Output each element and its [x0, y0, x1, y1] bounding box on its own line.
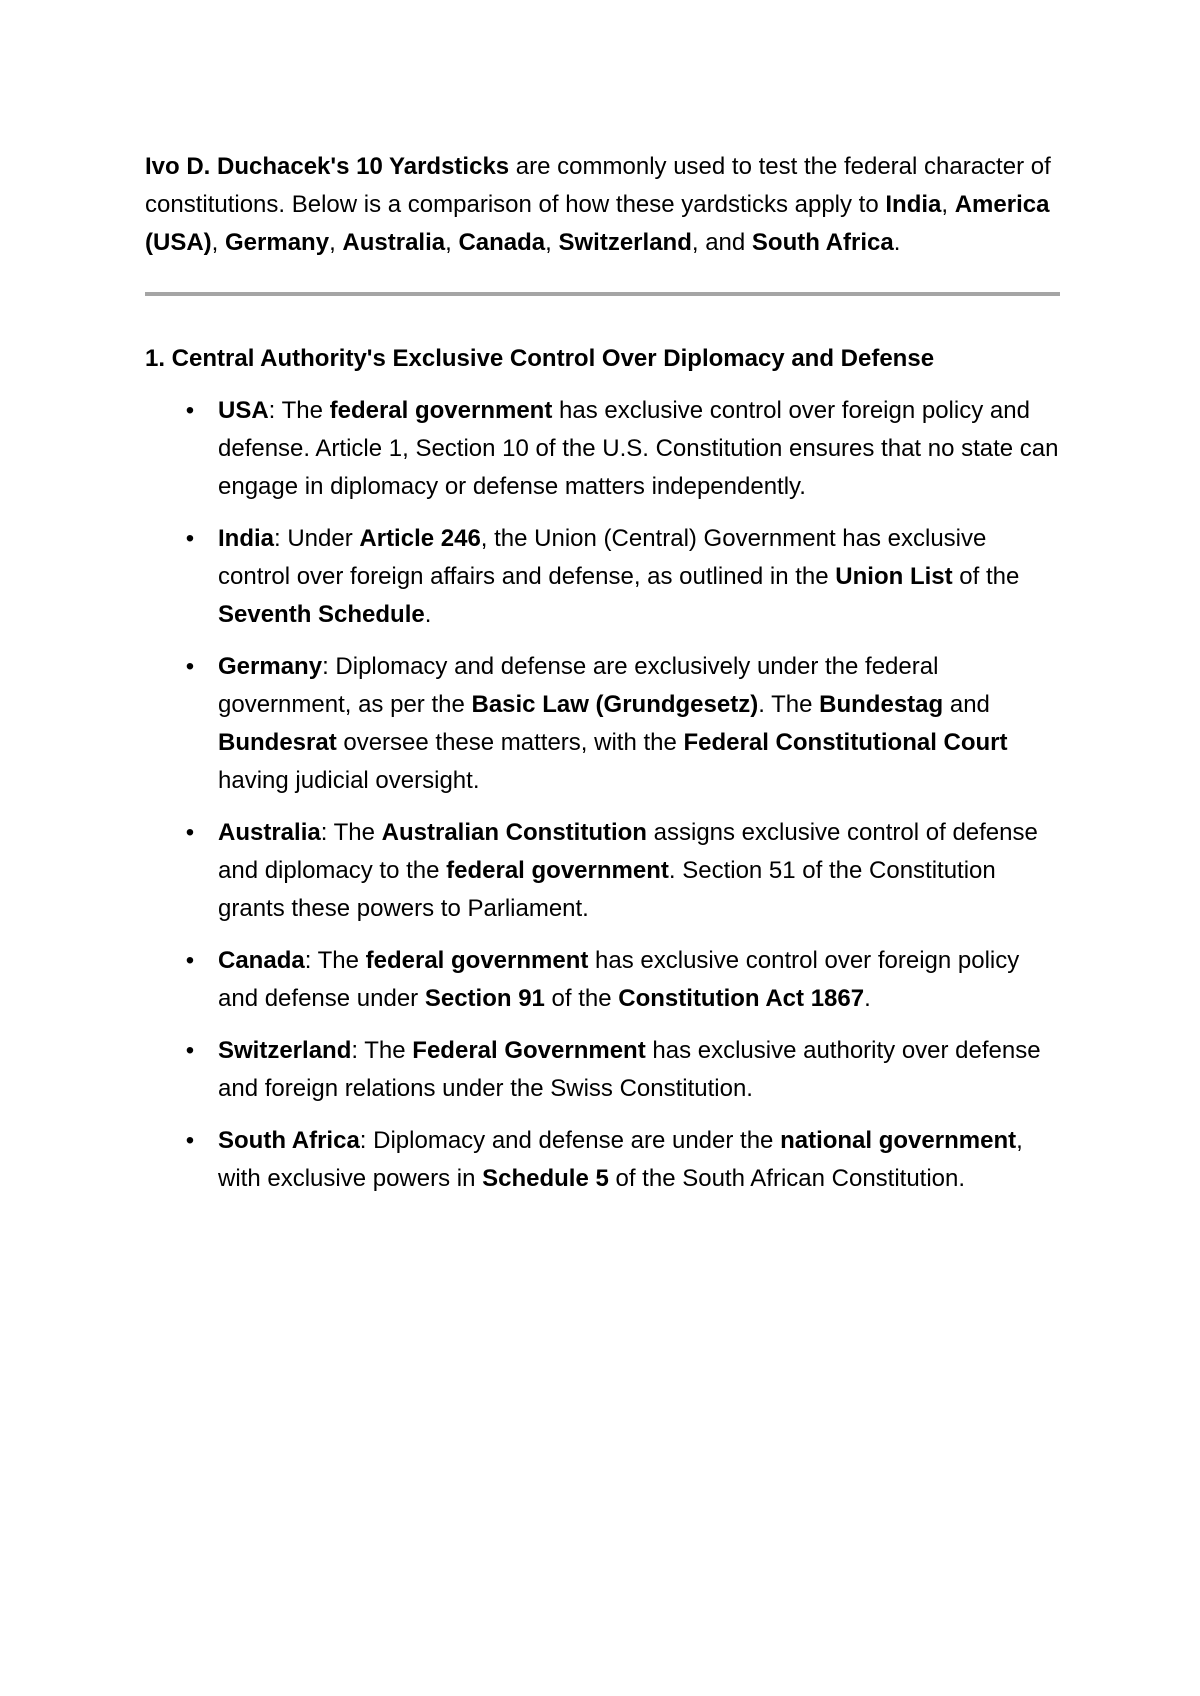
text-run: : Under [274, 525, 360, 552]
bold-text-run: Federal Constitutional Court [683, 729, 1008, 756]
bold-text-run: Canada [218, 947, 305, 974]
bold-text-run: India [218, 525, 275, 552]
bold-text-run: Federal Government [412, 1037, 646, 1064]
text-run: , [941, 191, 955, 218]
bold-text-run: federal government [329, 397, 553, 424]
bullet-icon: • [185, 1127, 195, 1154]
text-run: . [864, 985, 871, 1012]
bold-text-run: Australia [342, 229, 446, 256]
text-run: has exclusive authority over defense and foreign relations under the Swiss Constitution. [218, 1037, 1041, 1102]
intro-paragraph [145, 148, 1065, 262]
text-run: : The [304, 947, 366, 974]
text-run: , [211, 229, 225, 256]
document-page [145, 148, 1065, 1212]
list-item [145, 814, 1065, 928]
text-run: , [329, 229, 343, 256]
bold-text-run: national government [780, 1127, 1017, 1154]
bold-text-run: Section 91 [424, 985, 545, 1012]
bold-text-run: South Africa [751, 229, 894, 256]
text-run: : Diplomacy and defense are under the [359, 1127, 781, 1154]
horizontal-divider [145, 292, 1060, 296]
bold-text-run: Constitution Act 1867 [618, 985, 865, 1012]
bold-text-run: Basic Law (Grundgesetz) [471, 691, 759, 718]
text-run: , [445, 229, 459, 256]
bold-text-run: India [885, 191, 942, 218]
text-run: having judicial oversight. [218, 767, 480, 794]
bold-text-run: USA [218, 397, 269, 424]
text-run: has exclusive control over foreign policy and defense. Article 1, Section 10 of the U.S. Constitution ensures that no state can engage in diplomacy or defense matters independently. [218, 397, 1059, 500]
bold-text-run: Australia [218, 819, 321, 846]
text-run: assigns exclusive control of defense and diplomacy to the [218, 819, 1038, 884]
bold-text-run: federal government [446, 857, 669, 884]
list-item [145, 1122, 1065, 1198]
text-run: . The [758, 691, 820, 718]
text-run: of the [952, 563, 1020, 590]
text-run: and [943, 691, 990, 718]
bullet-icon: • [185, 819, 195, 846]
bold-text-run: Article 246 [359, 525, 481, 552]
text-run: , with exclusive powers in [218, 1127, 1023, 1192]
list-item [145, 1032, 1065, 1108]
bold-text-run: Switzerland [558, 229, 692, 256]
text-run: of the [544, 985, 619, 1012]
bold-text-run: Schedule 5 [482, 1165, 609, 1192]
text-run: , [545, 229, 559, 256]
bold-text-run: Canada [458, 229, 546, 256]
text-run: of the South African Constitution. [608, 1165, 966, 1192]
text-run: are commonly used to test the federal character of constitutions. Below is a comparison of how these yardsticks apply to [145, 153, 1051, 218]
bold-text-run: Union List [835, 563, 953, 590]
list-item [145, 520, 1065, 634]
bold-text-run: Switzerland [218, 1037, 352, 1064]
country-list [145, 392, 1065, 1198]
bullet-icon: • [185, 653, 195, 680]
bold-text-run: South Africa [218, 1127, 360, 1154]
bullet-icon: • [185, 947, 195, 974]
text-run: . [424, 601, 432, 628]
text-run: , and [691, 229, 752, 256]
list-item [145, 942, 1065, 1018]
bold-text-run: Germany [218, 653, 323, 680]
text-run: , the Union (Central) Government has exclusive control over foreign affairs and defense, as outlined in the [218, 525, 987, 590]
text-run: . [893, 229, 901, 256]
bold-text-run: Germany [225, 229, 330, 256]
bold-text-run: Bundesrat [218, 729, 337, 756]
text-run: oversee these matters, with the [336, 729, 684, 756]
section-heading: 1. Central Authority's Exclusive Control Over Diplomacy and Defense [145, 345, 935, 372]
text-run: : The [268, 397, 330, 424]
bold-text-run: federal government [365, 947, 589, 974]
bold-text-run: Seventh Schedule [218, 601, 425, 628]
list-item [145, 392, 1065, 506]
text-run: has exclusive control over foreign policy and defense under [218, 947, 1020, 1012]
bold-text-run: America (USA) [145, 191, 1050, 256]
bullet-icon: • [185, 1037, 195, 1064]
text-run: : The [351, 1037, 413, 1064]
text-run: : Diplomacy and defense are exclusively under the federal government, as per the [218, 653, 939, 718]
text-run: . Section 51 of the Constitution grants these powers to Parliament. [218, 857, 996, 922]
text-run: : The [320, 819, 382, 846]
bold-text-run: Bundestag [819, 691, 944, 718]
bullet-icon: • [185, 525, 195, 552]
bold-text-run: Ivo D. Duchacek's 10 Yardsticks [145, 153, 510, 180]
list-item [145, 648, 1065, 800]
bold-text-run: Australian Constitution [381, 819, 647, 846]
bullet-icon: • [185, 397, 195, 424]
